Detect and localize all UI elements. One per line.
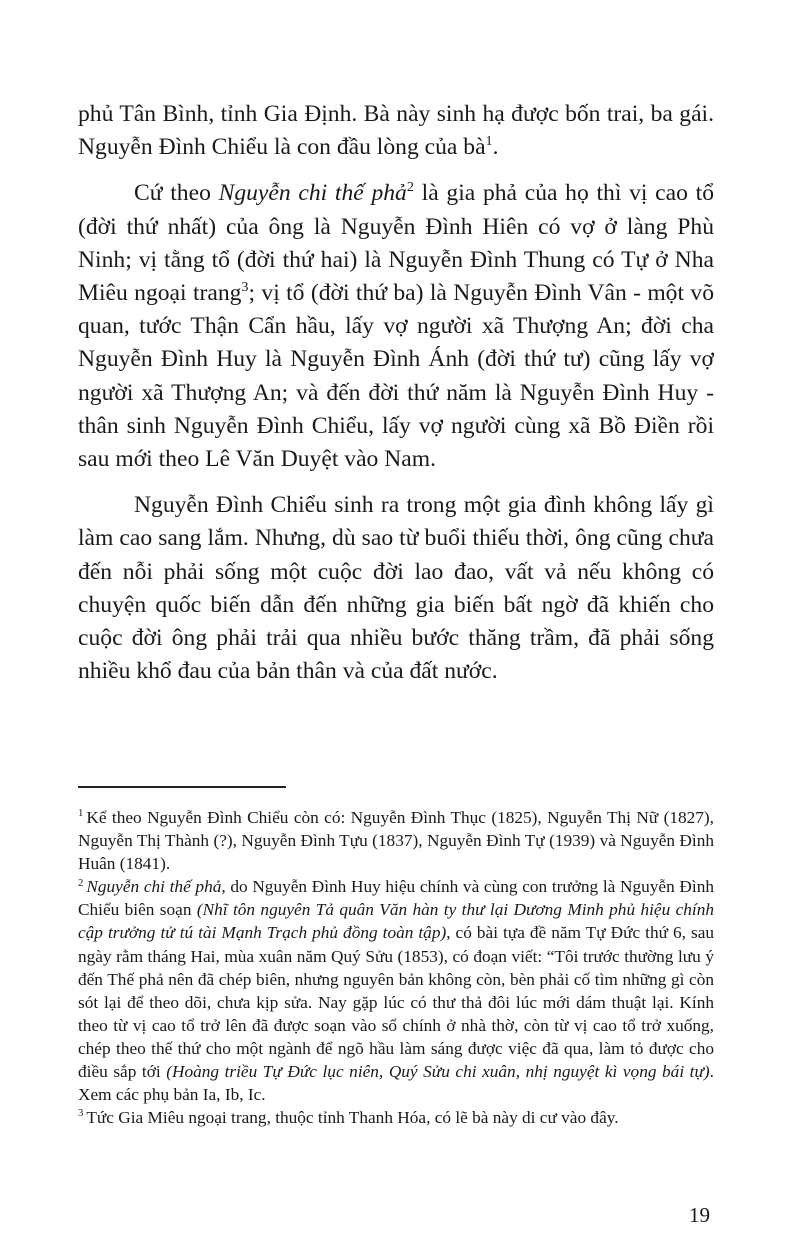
- footnote-2-italic2: (Hoàng triều Tự Đức lục niên, Quý Sửu chi xuân, nhị nguyệt kì vọng bái tự): [166, 1062, 710, 1082]
- footnote-2-part2: , có bài tựa đề năm Tự Đức thứ 6, sau ngày rằm tháng Hai, mùa xuân năm Quý Sửu (1853), có đoạn viết: “Tôi trước thường lưu ý đến Thế phả nên đã chép biên, nhưng nguyên bản không còn, bèn phải cố tìm những gì còn sót lại để theo dõi, chưa kịp sửa. Nay gặp lúc có thư thả đôi lúc mới dám thuật lại. Kính theo từ vị cao tổ trở lên đã được soạn vào sổ chính ở nhà thờ, còn từ vị cao tổ trở xuống, chép theo thế thứ cho một ngành để ngõ hầu làm sáng được việc đã qua, làm tỏ được cho điều sắp tới: [78, 923, 714, 1082]
- paragraph-1: [78, 98, 714, 164]
- footnote-1-number: 1: [78, 807, 84, 820]
- paragraph-2-mid: là gia phả của họ thì vị cao tổ (đời thứ nhất) của ông là Nguyễn Đình Hiên có vợ ở làng Phù Ninh; vị tằng tổ (đời thứ hai) là Nguyễn Đình Thung có Tự ở Nha Miêu ngoại trang: [78, 180, 714, 307]
- paragraph-1-end: .: [492, 134, 499, 161]
- footnote-ref-3: 3: [241, 279, 249, 296]
- footnote-separator: [78, 786, 286, 788]
- paragraph-1-text: phủ Tân Bình, tỉnh Gia Định. Bà này sinh hạ được bốn trai, ba gái. Nguyễn Đình Chiểu là con đầu lòng của bà: [78, 101, 714, 161]
- paragraph-2-title: Nguyễn chi thế phả: [218, 180, 407, 207]
- paragraph-3: [78, 489, 714, 688]
- footnote-1: [78, 806, 714, 875]
- footnote-3-text: Tức Gia Miêu ngoại trang, thuộc tỉnh Thanh Hóa, có lẽ bà này di cư vào đây.: [86, 1108, 619, 1128]
- page-number: 19: [689, 1203, 710, 1227]
- paragraph-2-lead: Cứ theo: [134, 180, 219, 207]
- footnote-ref-1: 1: [485, 133, 493, 150]
- paragraph-2: [78, 177, 714, 476]
- footnote-3: [78, 1106, 714, 1129]
- footnote-3-number: 3: [78, 1107, 84, 1120]
- paragraph-3-text: Nguyễn Đình Chiểu sinh ra trong một gia đình không lấy gì làm cao sang lắm. Nhưng, dù sao từ buổi thiếu thời, ông cũng chưa đến nỗi phải sống một cuộc đời lao đao, vất vả nếu không có chuyện quốc biến dẫn đến những gia biến bất ngờ đã khiến cho cuộc đời ông phải trải qua nhiều bước thăng trầm, đã phải sống nhiều khổ đau của bản thân và của đất nước.: [78, 492, 714, 685]
- footnote-ref-2: 2: [406, 179, 414, 196]
- paragraph-2-tail: ; vị tổ (đời thứ ba) là Nguyễn Đình Vân - một võ quan, tước Thận Cẩn hầu, lấy vợ người xã Thượng An; đời cha Nguyễn Đình Huy là Nguyễn Đình Ánh (đời thứ tư) cũng lấy vợ người xã Thượng An; và đến đời thứ năm là Nguyễn Đình Huy - thân sinh Nguyễn Đình Chiểu, lấy vợ người cùng xã Bồ Điền rồi sau mới theo Lê Văn Duyệt vào Nam.: [78, 280, 714, 473]
- main-text: [78, 98, 714, 688]
- footnote-2: [78, 875, 714, 1106]
- footnote-1-text: Kể theo Nguyễn Đình Chiểu còn có: Nguyễn Đình Thục (1825), Nguyễn Thị Nữ (1827), Nguyễn Thị Thành (?), Nguyễn Đình Tựu (1837), Nguyễn Đình Tự (1939) và Nguyễn Đình Huân (1841).: [78, 808, 714, 874]
- footnote-2-title: Nguyễn chi thế phả: [86, 877, 222, 897]
- footnote-2-part1: , do Nguyễn Đình Huy hiệu chính và cùng con trưởng là Nguyễn Đình Chiểu biên soạn: [78, 877, 714, 920]
- footnotes: [78, 806, 714, 1129]
- footnote-2-italic1: (Nhĩ tôn nguyên Tả quân Văn hàn ty thư lại Dương Minh phủ hiệu chính cập trưởng tử tú tài Mạnh Trạch phủ đồng toàn tập): [78, 900, 714, 943]
- footnote-2-number: 2: [78, 876, 84, 889]
- footnote-2-part3: . Xem các phụ bản Ia, Ib, Ic.: [78, 1062, 714, 1105]
